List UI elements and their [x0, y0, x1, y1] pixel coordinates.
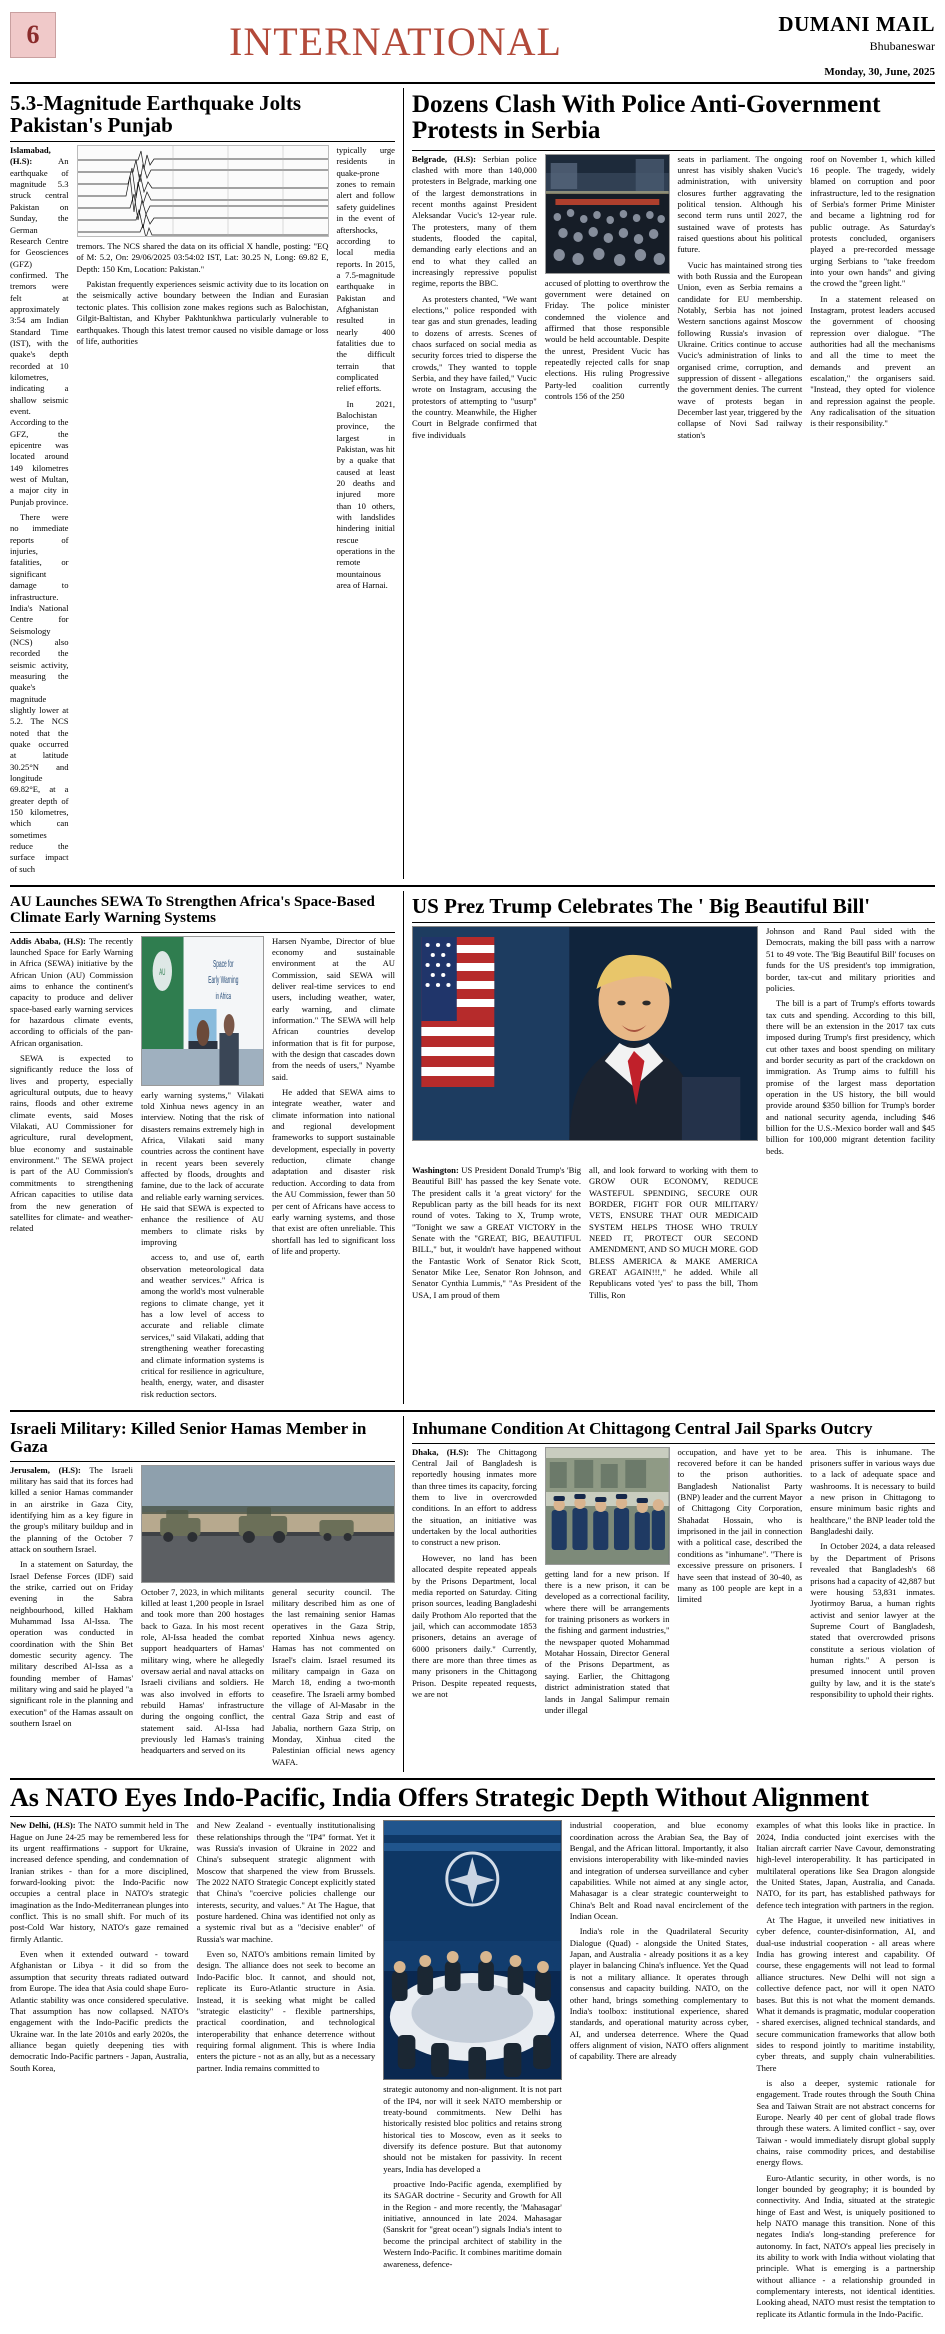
gaza-para-3: October 7, 2023, in which militants killed at least 1,200 people in Israel and took more than 200 hostages back to Gaza. In his most recent role, Al-Issa headed the combat support headquarters of Hamas' military wing, where he allegedly oversaw aerial and naval attacks on Israeli civilians and soldiers. He was also involved in efforts to rebuild Hamas' infrastructure during the ongoing conflict, the statement said. Al-Issa had previously led Hamas's training headquarters and served on its: [141, 1586, 264, 1756]
dateline-nato: New Delhi, (H.S):: [10, 1820, 76, 1831]
jail-photo: [545, 1447, 670, 1565]
quake-col-2: [77, 145, 329, 879]
quake-para-5: typically urge residents in quake-prone zones to remain alert and follow safety guidelines in the event of aftershocks, according to local media reports. In 2015, a 7.5-magnitude earthquake in Pakistan and Afghanistan resulted in nearly 400 fatalities due to the difficult terrain that complicated relief efforts.: [336, 145, 395, 394]
nato-col-4: [570, 1820, 749, 2324]
quake-col-1: [10, 145, 69, 879]
sewa-para-5: Harsen Nyambe, Director of blue economy and sustainable environment at the AU Commission, said SEWA will deliver real-time services to end users, including weather, water, early warning, and climate information." The SEWA will help African countries develop information that is fit for purpose, with the design that cascades down from the needs of users," Nyambe said.: [272, 935, 395, 1082]
page-number: 6: [10, 12, 56, 58]
sewa-para-3: early warning systems," Vilakati told Xinhua news agency in an interview. Noting that the risk of disasters remains extremely high in Africa, Vilakati said many countries across the continent have in recent years been severely affected by floods, droughts and famine, due to the lack of accurate and reliable early warning services. He said that SEWA is expected to enhance the resilience of AU members to climate risks by improving: [141, 1089, 264, 1248]
row-middle: [10, 891, 935, 1404]
jail-col-1: [412, 1447, 537, 1720]
nato-para-6: proactive Indo-Pacific agenda, exemplified by its SAGAR doctrine - Security and Growth for All in the Region - and more recently, the 'Mahasagar' initiative, announced in late 2024. Mahasagar (Sanskrit for "great ocean") signals India's intent to become the principal architect of stability in the Western Indo-Pacific. It combines maritime domain awareness, defence-: [383, 2179, 562, 2269]
jail-col-4: [810, 1447, 935, 1720]
article-trump: [412, 891, 935, 1404]
serbia-para-1: Serbian police clashed with more than 140,000 protesters in Belgrade, marking one of the largest demonstrations in recent months against President Aleksandar Vucic's 12-year rule. The protesters, many of them students, flooded the capital, demanding early elections and an end to what they called an increasingly repressive populist regime, reports the BBC.: [412, 153, 537, 289]
quake-para-1: An earthquake of magnitude 5.3 struck central Pakistan on Sunday, the German Research Centre for Geosciences (GFZ) confirmed. The tremors were felt at approximately 3:54 am Indian Standard Time (IST), with the quake's depth recorded at 10 kilometres, indicating a shallow seismic event. According to the GFZ, the epicentre was located around 149 kilometres west of Multan, a major city in Punjab province.: [10, 156, 69, 507]
svg-text:Early Warning: Early Warning: [208, 973, 239, 986]
nato-para-12: Euro-Atlantic security, in other words, is no longer bounded by geography; it is bounded by connectivity. And India, situated at the strategic hinge of East and West, is uniquely positioned to help NATO manage this transition. None of this negates India's long-standing preference for autonomy. In fact, NATO's appeal lies precisely in its ability to work with India without violating that principle. What is emerging is a partnership without alliance - a relationship grounded in complementary interests, not identical identities. Looking ahead, NATO must resist the temptation to replicate its Atlantic formula in the Indo-Pacific.: [756, 2172, 935, 2319]
divider: [10, 1461, 395, 1462]
gaza-para-2: In a statement on Saturday, the Israel Defense Forces (IDF) said the strike, carried out on Friday evening in the Sabra neighbourhood, killed Hakham Muhammad Issa Al-Issa. The operation was conducted in coordination with the Shin Bet domestic security agency. The military described Al-Issa as a founding member of Hamas' military wing and said he played "a significant role in the planning and execution" of the Hamas assault on southern Israel on: [10, 1559, 133, 1729]
quake-para-2: There were no immediate reports of injuries, fatalities, or significant damage to infrastructure. India's National Centre for Seismology (NCS) also recorded the seismic activity, measuring the quake's magnitude slightly lower at 5.2. The NCS noted that the quake occurred at latitude 30.25°N and longitude 69.82°E, at a greater depth of 150 kilometres, which can sometimes reduce the surface impact of such: [10, 512, 69, 874]
headline-earthquake: 5.3-Magnitude Earthquake Jolts Pakistan's Punjab: [10, 91, 302, 138]
article-earthquake: [10, 88, 395, 879]
article-nato: [10, 1784, 935, 2324]
dateline-sewa: Addis Ababa, (H.S):: [10, 935, 86, 946]
headline-nato: As NATO Eyes Indo-Pacific, India Offers Strategic Depth Without Alignment: [10, 1783, 869, 1813]
nato-para-2: Even when it extended outward - toward Afghanistan or Libya - it did so from the assumption that security threats radiated outward from Europe. The idea that Asia could shape Euro-Atlantic stability was once considered speculative. That assumption has now collapsed. NATO's engagement with the Indo-Pacific predicts the Ukraine war. In the late 2010s and early 2020s, the alliance began quietly deepening ties with democratic Indo-Pacific partners - Japan, Australia, South Korea,: [10, 1949, 189, 2073]
nato-para-4: Even so, NATO's ambitions remain limited by design. The alliance does not seek to become an Indo-Pacific bloc. It cannot, and should not, replicate its Euro-Atlantic structure in Asia. Instead, it is seeking what might be called "strategic elasticity" - flexible partnerships, practical coordination, and technological interoperability that enhance deterrence without requiring formal alignment. This is where India enters the picture - not as an ally, but as a necessary partner. India remains committed to: [196, 1949, 376, 2073]
nato-col-3: [383, 1820, 562, 2324]
svg-text:in Africa: in Africa: [215, 992, 232, 1002]
jail-para-5: area. This is inhumane. The prisoners suffer in various ways due to a lack of adequate space and washrooms. It is necessary to build a new prison in Chittagong to ensure minimum basic rights and healthcare," the BNP leader told the Bangladeshi daily.: [810, 1446, 935, 1537]
quake-para-6: In 2021, Balochistan province, the largest in Pakistan, was hit by a quake that caused at least 20 deaths and injured more than 10 others, with landslides hindering initial rescue operations in the remote mountainous area of Harnai.: [336, 398, 395, 591]
svg-text:Space for: Space for: [212, 957, 234, 970]
gaza-photo: [141, 1465, 395, 1583]
sewa-para-6: He added that SEWA aims to integrate weather, water and climate information into national and regional development frameworks to support sustainable development, especially in poverty reduction, climate change adaptation and disaster risk reduction. According to data from the AU Commission, fewer than 50 per cent of Africans have access to early warning systems, and those that exist are often unreliable. This shortfall has led to significant loss of life and property.: [272, 1087, 395, 1256]
vertical-rule: [403, 88, 404, 879]
serbia-para-2: As protesters chanted, "We want elections," police responded with tear gas and stun grenades, leading to dozens of arrests. Scenes of chaos surfaced on social media as security forces tried to disperse the crowds," They wanted to topple Serbia, and they have failed," Vucic wrote on Instagram, accusing the protestors of attempting to "usurp" the country. Meanwhile, the Higher Court in Belgrade confirmed that five individuals: [412, 293, 537, 440]
gaza-col-2-text: [141, 1587, 264, 1773]
serbia-para-3: accused of plotting to overthrow the government were detained on Friday. The police minister condemned the violence and affirmed that those responsible would be held accountable. Despite the unrest, President Vucic has repeatedly rejected calls for snap elections. His ruling Progressive Party-led coalition currently controls 156 of the 250: [544, 277, 670, 401]
trump-para-2: all, and look forward to working with them to GROW OUR ECONOMY, REDUCE WASTEFUL SPENDING, SECURE OUR BORDER, FIGHT FOR OUR MILITARY/ VETS, ENSURE THAT OUR MEDICAID SYSTEM HELPS THOSE WHO TRULY NEED IT, PROTECT OUR SECOND AMENDMENT, AND SO MUCH MORE. GOD BLESS AMERICA & MAKE AMERICA GREAT AGAIN!!!," he added. While all Republicans voted 'yes' to pass the bill, Thom Tillis, Ron: [589, 1165, 758, 1300]
vertical-rule: [403, 891, 404, 1404]
divider: [10, 1410, 935, 1412]
nato-para-1: The NATO summit held in The Hague on June 24-25 may be remembered less for its urgent reaffirmations - support for Ukraine, increased defence spending, and condemnation of Iranian strikes - than for a more disciplined, forward-looking pivot: the Indo-Pacific now occupies a central place in NATO's strategic imagination as the Indo-Mediterranean plunges into conflict. This is no small shift. For much of its post-Cold War history, NATO's gaze remained firmly Atlantic.: [10, 1820, 189, 1944]
dateline-trump: Washington:: [412, 1165, 459, 1176]
nato-para-3: and New Zealand - eventually institutionalising these relationships through the "IP4" format. Yet it was Russia's invasion of Ukraine in 2022 and China's subsequent strategic alignment with Moscow that sharpened the view from Brussels. The 2022 NATO Strategic Concept explicitly stated that China's "coercive policies challenge our interests, security, and values." At The Hague, that posture hardened. China was identified not only as a systemic rival but as a "decisive enabler" of Russia's war machine.: [196, 1820, 376, 1944]
nato-photo: [383, 1820, 562, 2080]
divider: [412, 922, 935, 923]
jail-para-6: In October 2024, a data released by the Department of Prisons revealed that Bangladesh's 68 prisons had a capacity of 42,887 but were housing 53,831 inmates. Jyotirmoy Barua, a human rights activist and senior lawyer at the Supreme Court of Bangladesh, stated that overcrowded prisons constitute a serious violation of human rights." A person is presumed innocent until proven guilty by law, and it is the state's responsibility to uphold their rights.: [810, 1541, 935, 1699]
serbia-col-3: [678, 154, 803, 446]
row-lower: [10, 1416, 935, 1772]
divider: [10, 932, 395, 933]
vertical-rule: [403, 1416, 404, 1772]
headline-gaza: Israeli Military: Killed Senior Hamas Member in Gaza: [10, 1418, 367, 1456]
nato-para-10: At The Hague, it unveiled new initiatives in cyber defence, counter-disinformation, AI, and dual-use industrial cooperation - all areas where India has growing interest and capability. Of course, these engagements will not lead to formal alliance structures. New Delhi will not sign a collective defence pact, nor will it open NATO bases. But this is not what the moment demands. What it demands is pragmatic, modular cooperation - shared exercises, aligned technical standards, and secure communication frameworks that allow both sides to respond jointly to maritime instability, cyber threats, and supply chain vulnerabilities. There: [756, 1915, 935, 2073]
section-title: INTERNATIONAL: [229, 19, 562, 64]
dateline-jail: Dhaka, (H.S):: [412, 1446, 469, 1457]
sewa-para-1: The recently launched Space for Early Warning in Africa (SEWA) initiative by the African Union (AU) Commission aims to enhance the continent's capacity to produce and deliver space-based early warning services for hazardous climate events, according to officials of the pan-African organisation.: [10, 935, 134, 1048]
divider: [10, 141, 395, 142]
nato-para-9: examples of what this looks like in practice. In 2024, India conducted joint exercises with the Italian aircraft carrier Nave Cavour, demonstrating high-level interoperability. It has participated in multilateral operations like Sea Dragon alongside the United States, Japan, Australia, and Canada. NATO, for its part, has established pathways for defence tech integration with partners in the region.: [756, 1820, 935, 1910]
nato-col-5: [756, 1820, 935, 2324]
article-gaza: [10, 1416, 395, 1772]
gaza-para-4: general security council. The military described him as one of the last remaining senior Hamas operatives in the Gaza Strip, reported Xinhua news agency. Hamas has not commented on Israel's claim. Israel resumed its military campaign in Gaza on March 18, ending a two-month ceasefire. The Israeli army bombed the village of Al-Masabr in the central Gaza Strip and east of Jabalia, northern Gaza Strip, on Monday, Xinhua cited the Palestinian official news agency WAFA.: [272, 1586, 395, 1767]
svg-text:AU: AU: [159, 968, 166, 978]
row-top: [10, 88, 935, 879]
trump-para-5: Johnson and Rand Paul sided with the Democrats, making the bill pass with a narrow 51 to 49 vote. The 'Big Beautiful Bill' focuses on funds for the US president's top immigration, border, tax-cut and military priorities and policies.: [766, 926, 935, 993]
quake-para-3: tremors. The NCS shared the data on its official X handle, posting: "EQ of M: 5.2, On: 29/06/2025 03:54:02 IST, Lat: 30.25 N, Long: 69.82 E, Depth: 150 Km, Location: Pakistan.": [76, 241, 329, 274]
sewa-para-4: access to, and use of, earth observation meteorological data and weather services." Africa is among the world's most vulnerable regions to climate change, yet it has a low level of access to accurate and reliable climate services," said Vilakati, adding that strengthening weather forecasting and climate information systems is critical for resilience in agriculture, health, energy, water, and disaster risk reduction sectors.: [141, 1252, 264, 1399]
trump-para-6: The bill is a part of Trump's efforts towards tax cuts and spending. According to this bill, there will be an extension in the 2017 tax cuts imposed during Trump's first presidency, which cut other taxes and boost spending on military and border security as part of the crackdown on immigration. As Trump aims to fulfill his promise of the largest mass deportation operation in the US history, the bill would provide around $350 billion for Trump's border and national security agenda, including $46 billion for the U.S.-Mexico border wall and $45 billion for 100,000 migrant detention facility beds.: [766, 998, 935, 1156]
nato-para-11: is also a deeper, systemic rationale for engagement. Trade routes through the South China Sea and Taiwan Strait are not abstract concerns for Europe. Nearly 40 per cent of global trade flows through these waters. A limited conflict - say, over Taiwan - would immediately disrupt global supply chains, raise commodity prices, and destabilise energy flows.: [756, 2077, 935, 2168]
serbia-col-2: [545, 154, 670, 446]
jail-col-2: [545, 1447, 670, 1720]
nato-para-7: industrial cooperation, and blue economy coordination across the Arabian Sea, the Bay of Bengal, and the African littoral. Importantly, it also envisions interoperability with like-minded navies and integration of undersea surveillance and cyber capabilities. While not aimed at any single actor, Mahasagar is a clear strategic counterweight to China's Belt and Road naval encirclement of the Indian Ocean.: [569, 1820, 749, 1922]
article-serbia: [412, 88, 935, 879]
nato-col-1: [10, 1820, 189, 2324]
serbia-photo: [545, 154, 670, 274]
nato-para-8: India's role in the Quadrilateral Security Dialogue (Quad) - alongside the United States, Japan, and Australia - already positions it as a key player in balancing China's influence. Yet the Quad is not a military alliance. It operates through consensus and capacity building. NATO, on the other hand, brings something complementary to India's toolbox: institutional experience, shared standards, and operational maturity across cyber, AI, and undersea deterrence. Where the Quad offers alignment of vision, NATO offers alignment of capability. There are already: [569, 1926, 749, 2062]
trump-col-spacer: [766, 1165, 935, 1305]
headline-serbia: Dozens Clash With Police Anti-Government Protests in Serbia: [412, 91, 881, 145]
gaza-col-3-text: [272, 1587, 395, 1773]
trump-col-1: [412, 1165, 581, 1305]
dateline-gaza: Jerusalem, (H.S):: [10, 1464, 81, 1475]
serbia-para-6: roof on November 1, which killed 16 people. The tragedy, widely blamed on corruption and poor infrastructure, led to the resignation of Serbia's former Prime Minister and became a lightning rod for public outrage. As Saturday's protests concluded, organisers played a pre-recorded message urging Serbians to "take freedom into your own hands" and giving the crowd the "green light.": [810, 153, 935, 289]
serbia-para-5: Vucic has maintained strong ties with both Russia and the European Union, even as Serbia remains a candidate for EU membership. Notably, Serbia has not joined Western sanctions against Moscow following Russia's invasion of Ukraine. Critics continue to accuse Vucic's administration of links to organised crime, corruption, and suppression of dissent - allegations the government denies. The current wave of protests began in December last year, triggered by the collapse of Novi Sad railway station's: [677, 259, 803, 440]
dateline-earthquake: Islamabad, (H.S):: [10, 145, 51, 167]
paper-date: Monday, 30, June, 2025: [824, 66, 935, 78]
nato-para-5: strategic autonomy and non-alignment. It is not part of the IP4, nor will it seek NATO membership or treaty-bound commitments. New Delhi has historically resisted bloc politics and retains strong historical ties to Moscow, even as it seeks to diversify its defence posture. But that autonomy should not be mistaken for passivity. In recent years, India has developed a: [383, 2084, 562, 2174]
trump-col-3: [766, 926, 935, 1161]
nato-col-2: [197, 1820, 376, 2324]
sewa-col-2: [141, 936, 264, 1404]
article-jail: [412, 1416, 935, 1772]
article-sewa: [10, 891, 395, 1404]
gaza-col-2: [141, 1465, 395, 1773]
trump-col-2: [589, 1165, 758, 1305]
divider: [412, 1443, 935, 1444]
trump-photo-wrap: [412, 926, 758, 1161]
serbia-col-4: [810, 154, 935, 446]
paper-city: Bhubaneswar: [869, 39, 935, 53]
paper-name: DUMANI MAIL: [778, 12, 935, 36]
gaza-col-1: [10, 1465, 133, 1773]
jail-para-1: The Chittagong Central Jail of Bangladesh is reportedly housing inmates more than three times its capacity, forcing them to live in overcrowded conditions. In an effort to address the situation, an initiative was undertaken by the local authorities to construct a new prison.: [412, 1446, 537, 1548]
divider: [412, 150, 935, 151]
seismograph-image: [77, 145, 329, 237]
masthead-right: [735, 6, 935, 78]
serbia-col-1: [412, 154, 537, 446]
trump-para-1: US President Donald Trump's 'Big Beautiful Bill' has passed the key Senate vote. The president calls it 'a great victory' for the Republican party as the bill heads for its next round of votes. Taking to X, Trump wrote, "Tonight we saw a GREAT VICTORY in the Senate with the "GREAT, BIG, BEAUTIFUL BILL," but, it wouldn't have happened without the Fantastic Work of Senator Rick Scott, Senator Mike Lee, Senator Ron Johnson, and Senator Cynthia Lummis," "As President of the USA, I am proud of them: [412, 1165, 582, 1300]
dateline-serbia: Belgrade, (H.S):: [412, 153, 477, 164]
sewa-col-3: [272, 936, 395, 1404]
sewa-para-2: SEWA is expected to significantly reduce the loss of lives and property, especially agricultural outputs, due to heavy rains, floods and other extreme climate events, said Moses Vilakati, AU Commissioner for agriculture, rural development, blue economy and sustainable environment." The SEWA project is part of the AU Commission's commitments to strengthening African capacities to utilise data from the new generation of satellites for climate- and weather-related: [10, 1053, 133, 1234]
sewa-photo: [141, 936, 264, 1086]
divider: [10, 1816, 935, 1817]
serbia-para-7: In a statement released on Instagram, protest leaders accused the government of choosing repression over dialogue. "The authorities had all the mechanisms and all the time to meet the demands and prevent an escalation," the organisers said. "Instead, they opted for violence and repression against the people. Any radicalisation of the situation is their responsibility.": [810, 293, 935, 429]
jail-para-3: getting land for a new prison. If there is a new prison, it can be developed as a correctional facility, where there will be arrangements for training prisoners as workers in the fishing and garment industries," the newspaper quoted Mohammad Motahar Hossain, Director General of the Prisons Department, as saying. Earlier, the Chittagong district administration stated that lands in Jangal Salimpur remain under illegal: [544, 1568, 670, 1715]
jail-para-4: occupation, and have yet to be recovered before it can be handed to the prison authorities. Bangladesh Nationalist Party (BNP) leader and the current Mayor of Chittagong City Corporation, Shahadat Hossain, who is imprisoned in the jail in connection with a political case, described the conditions as "inhumane". "There is excessive pressure on prisoners. I have seen that instead of 30-40, as many as 100 people are kept in a limited: [677, 1446, 803, 1605]
masthead: [10, 6, 935, 84]
headline-jail: Inhumane Condition At Chittagong Central Jail Sparks Outcry: [412, 1418, 873, 1438]
sewa-col-1: [10, 936, 133, 1404]
trump-photo: [412, 926, 758, 1141]
divider: [10, 1778, 935, 1780]
serbia-para-4: seats in parliament. The ongoing unrest has visibly shaken Vucic's administration, with university closures further aggravating the political tension. Although his second term runs until 2027, the sustained wave of protests has raised questions about his political future.: [677, 153, 803, 255]
jail-para-2: However, no land has been allocated despite repeated appeals by the Prisons Department, local media reported on Saturday. Citing prison sources, leading Bangladeshi daily Prothom Alo reported that the jail, which can accommodate 1853 prisoners, detains an average of 6000 prisoners daily." Currently, there are more than three times as many prisoners in the Chittagong Prison. Despite repeated requests, we are not: [412, 1552, 537, 1699]
quake-para-4: Pakistan frequently experiences seismic activity due to its location on the seismically active boundary between the Indian and Eurasian tectonic plates. This collision zone makes regions such as Balochistan, Gilgit-Baltistan, and Khyber Pakhtunkhwa particularly vulnerable to earthquakes. Though this latest tremor caused no visible damage or loss of life, authorities: [76, 279, 329, 346]
headline-trump: US Prez Trump Celebrates The ' Big Beautiful Bill': [412, 894, 871, 919]
quake-col-3: [337, 145, 396, 879]
headline-sewa: AU Launches SEWA To Strengthen Africa's Space-Based Climate Early Warning Systems: [10, 894, 375, 926]
gaza-para-1: The Israeli military has said that its forces had killed a senior Hamas commander in an airstrike in Gaza City, identifying him as a key figure in the group's military buildup and in the planning of the October 7 attack on southern Israel.: [10, 1464, 134, 1554]
divider: [10, 885, 935, 887]
masthead-center: [56, 6, 735, 65]
jail-col-3: [678, 1447, 803, 1720]
